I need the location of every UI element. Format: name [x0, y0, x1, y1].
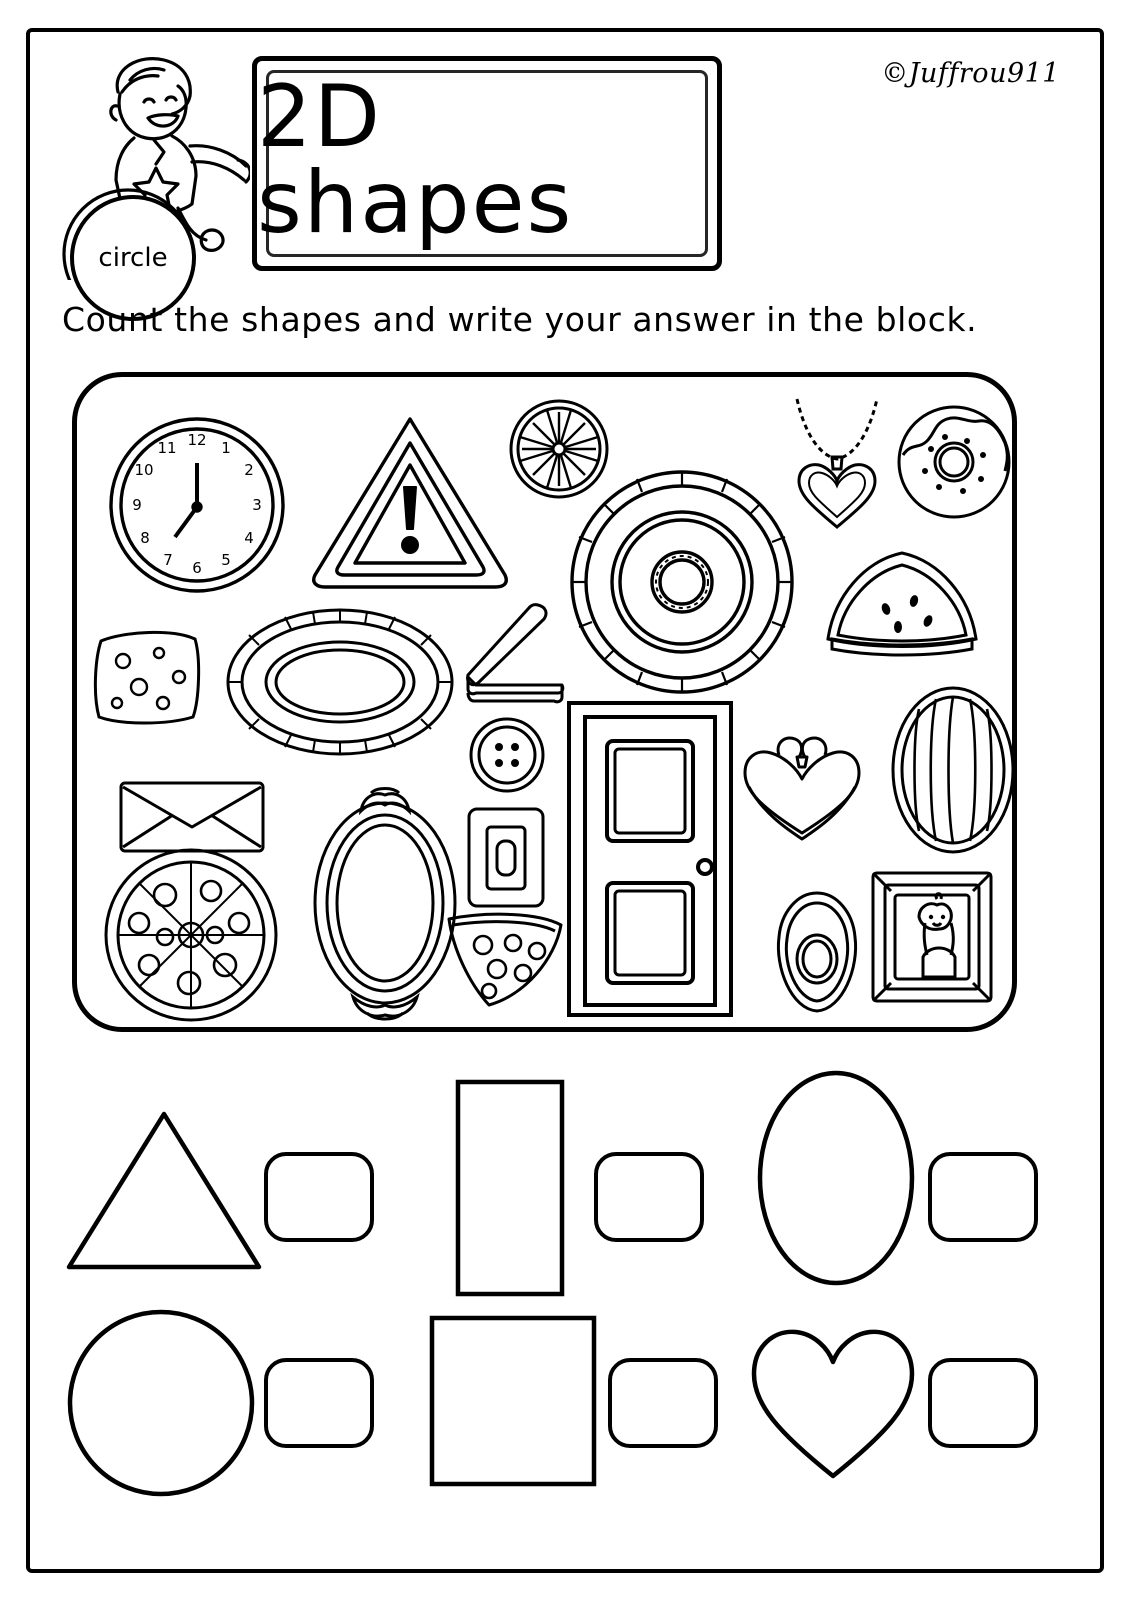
instruction-text: Count the shapes and write your answer in the block. [62, 300, 978, 339]
svg-text:2: 2 [244, 461, 254, 479]
light-switch [465, 805, 547, 910]
pizza-slice [439, 907, 569, 1012]
svg-text:3: 3 [252, 496, 262, 514]
answer-box-circle[interactable] [264, 1358, 374, 1448]
answer-grid [56, 1060, 1076, 1560]
picture-panel [72, 372, 1017, 1032]
shape-oval [756, 1068, 916, 1288]
svg-text:1: 1 [221, 439, 231, 457]
cheese-slice [87, 625, 207, 730]
button [467, 715, 547, 795]
svg-text:7: 7 [163, 551, 173, 569]
watermelon-slice [822, 547, 982, 657]
watermelon [889, 685, 1017, 855]
picture-frame [867, 867, 997, 1007]
svg-text:12: 12 [187, 431, 207, 449]
svg-text:5: 5 [221, 551, 231, 569]
svg-text:11: 11 [157, 439, 177, 457]
answer-box-triangle[interactable] [264, 1152, 374, 1242]
answer-box-rectangle[interactable] [594, 1152, 704, 1242]
title-banner [252, 56, 722, 271]
svg-text:4: 4 [244, 529, 254, 547]
avocado [767, 887, 867, 1017]
tyre [567, 467, 797, 697]
svg-text:8: 8 [140, 529, 150, 547]
page-title: 2D shapes [257, 66, 574, 253]
envelope [117, 777, 267, 857]
worksheet-header [60, 40, 1070, 280]
shape-heart [748, 1322, 918, 1482]
clock [107, 415, 287, 595]
pizza [99, 847, 284, 1022]
mascot-circle-label: circle [70, 195, 196, 321]
svg-text:6: 6 [192, 559, 202, 577]
answer-box-oval[interactable] [928, 1152, 1038, 1242]
shape-circle [66, 1308, 256, 1498]
svg-text:9: 9 [132, 496, 142, 514]
shape-triangle [64, 1108, 264, 1273]
shape-square [428, 1314, 598, 1489]
copyright-text: ©Juffrou911 [881, 58, 1060, 89]
donut [895, 403, 1013, 521]
answer-box-heart[interactable] [928, 1358, 1038, 1448]
warning-sign [305, 407, 515, 592]
heart-gift-box [737, 729, 867, 849]
oval-mirror-frame [225, 607, 455, 757]
door [565, 699, 735, 1019]
svg-text:10: 10 [134, 461, 154, 479]
answer-box-square[interactable] [608, 1358, 718, 1448]
shape-rectangle [454, 1078, 566, 1298]
sandwich [462, 599, 572, 709]
